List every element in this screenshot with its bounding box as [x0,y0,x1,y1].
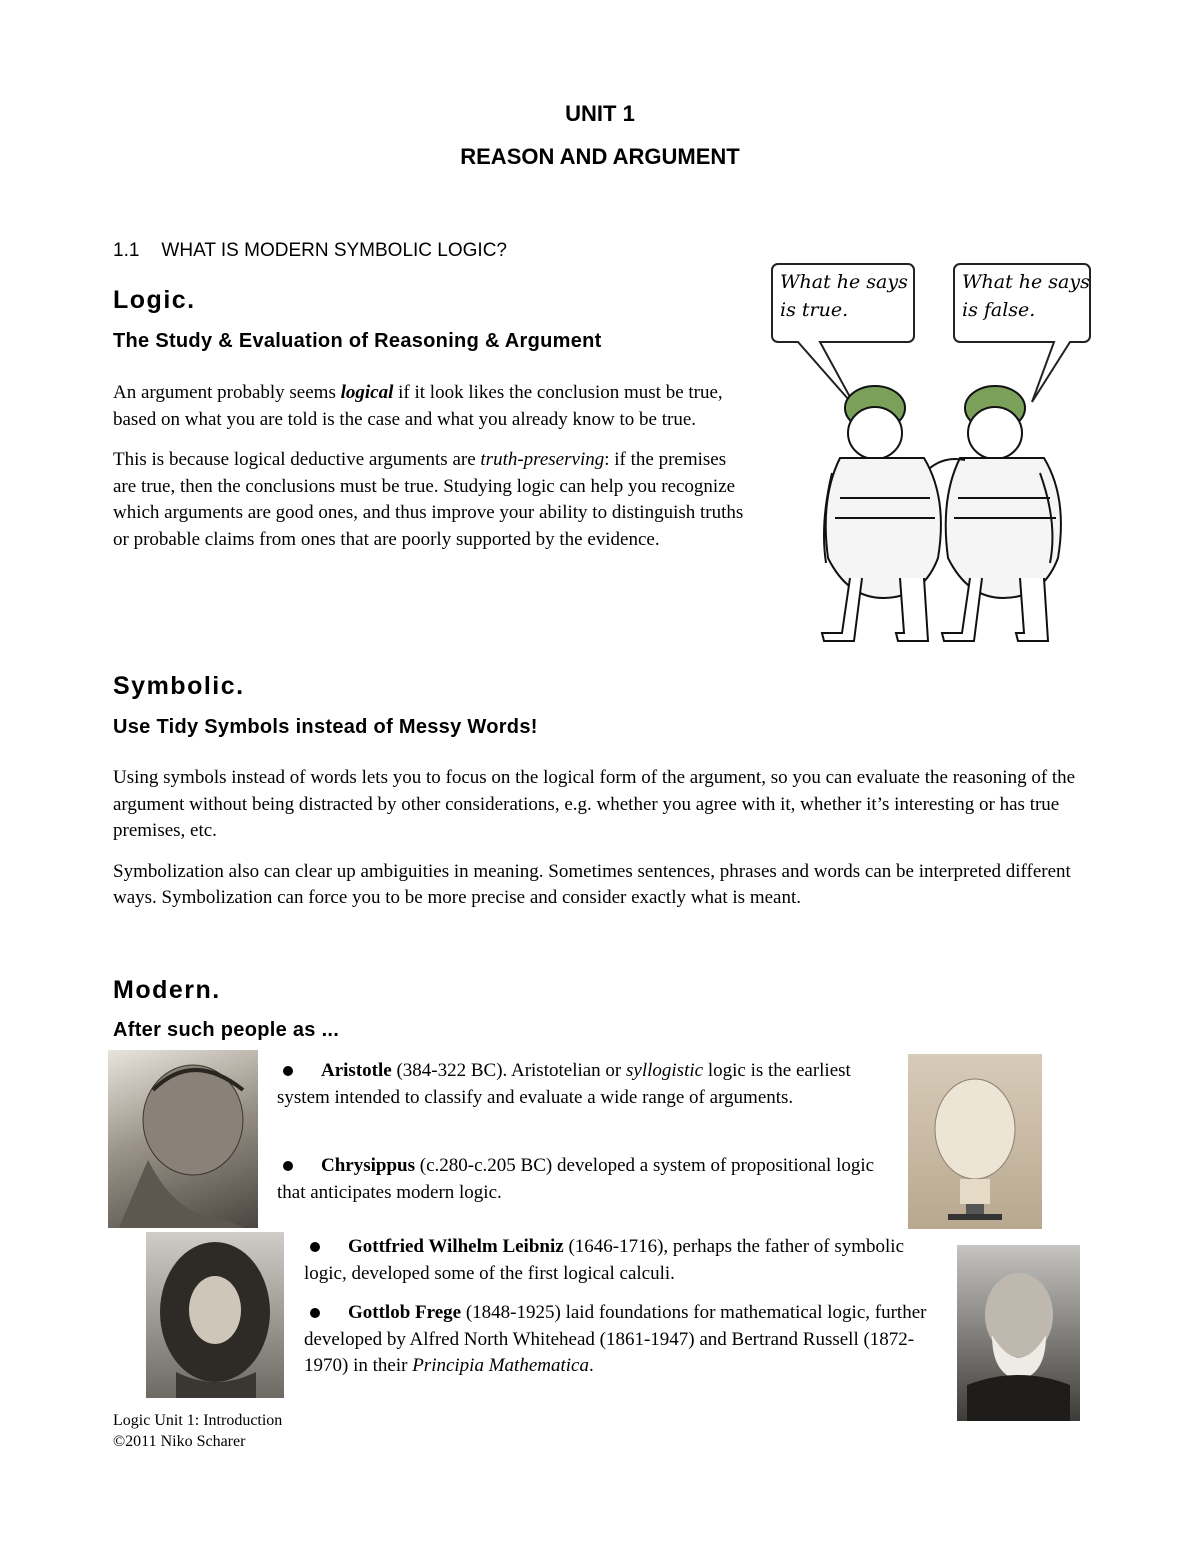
symbolic-subheading: Use Tidy Symbols instead of Messy Words! [113,716,538,738]
bubble-true-text: What he says is true. [780,271,908,321]
name-leibniz: Gottfried Wilhelm Leibniz [348,1236,564,1257]
logic-heading: Logic. [113,286,196,314]
symbolic-paragraph-2: Symbolization also can clear up ambiguities in meaning. Sometimes sentences, phrases and words can be interpreted different ways. Symbolization can force you to be more precise and consider exactly what is meant. [113,860,1071,908]
symbolic-body [113,765,1088,912]
footer-copyright: ©2011 Niko Scharer [113,1433,246,1450]
aristotle-bust-icon [108,1050,258,1228]
chrysippus-portrait [908,1054,1042,1229]
logic-paragraph-2: This is because logical deductive arguments are truth-preserving: if the premises are true, then the conclusions must be true. Studying logic can help you recognize which arguments are good ones, and thus improve your ability to distinguish truths or probable claims from ones that are poorly supported by the evidence. [113,449,744,550]
leibniz-wig-icon [146,1232,284,1398]
bullet-dot-icon [310,1242,320,1252]
logic-subheading: The Study & Evaluation of Reasoning & Argument [113,330,602,352]
logic-body [113,380,745,553]
tweedle-illustration [770,258,1100,653]
bullet-dot-icon [310,1308,320,1318]
aristotle-portrait [108,1050,258,1228]
symbolic-heading: Symbolic. [113,672,245,700]
footer-unit: Logic Unit 1: Introduction [113,1412,283,1429]
bullet-leibniz: Gottfried Wilhelm Leibniz (1646-1716), perhaps the father of symbolic logic, developed some of the first logical calculi. [304,1236,905,1284]
chrysippus-bust-icon [908,1054,1042,1229]
leibniz-portrait [146,1232,284,1398]
logic-paragraph-1: An argument probably seems logical if it look likes the conclusion must be true, based on what you are told is the case and what you already know to be true. [113,382,723,430]
name-frege: Gottlob Frege [348,1302,462,1323]
modern-subheading: After such people as ... [113,1019,340,1041]
name-aristotle: Aristotle [321,1060,392,1081]
frege-portrait [957,1245,1080,1421]
symbolic-paragraph-1: Using symbols instead of words lets you to focus on the logical form of the argument, so you can evaluate the reasoning of the argument without being distracted by other considerations, e.g. whether you agree with it, whether it’s interesting or has true premises, etc. [113,767,1076,841]
frege-face-icon [957,1245,1080,1421]
modern-heading: Modern. [113,976,221,1004]
section-heading [113,240,507,262]
bubble-false-text: What he says is false. [962,271,1090,321]
bullet-frege: Gottlob Frege (1848-1925) laid foundations for mathematical logic, further developed by Alfred North Whitehead (1861-1947) and Bertrand Russell (1872-1970) in their Principia Mathematica. [304,1302,927,1376]
footer [113,1410,282,1452]
unit-label: UNIT 1 [565,101,635,126]
section-title: WHAT IS MODERN SYMBOLIC LOGIC? [161,240,507,261]
bullet-chrysippus: Chrysippus (c.280-c.205 BC) developed a system of propositional logic that anticipates modern logic. [277,1155,875,1203]
name-chrysippus: Chrysippus [321,1155,415,1176]
bullet-aristotle: Aristotle (384-322 BC). Aristotelian or syllogistic logic is the earliest system intended to classify and evaluate a wide range of arguments. [277,1060,851,1108]
bullet-dot-icon [283,1066,293,1076]
section-number: 1.1 [113,240,140,261]
document-title: REASON AND ARGUMENT [460,144,740,169]
bullet-dot-icon [283,1161,293,1171]
